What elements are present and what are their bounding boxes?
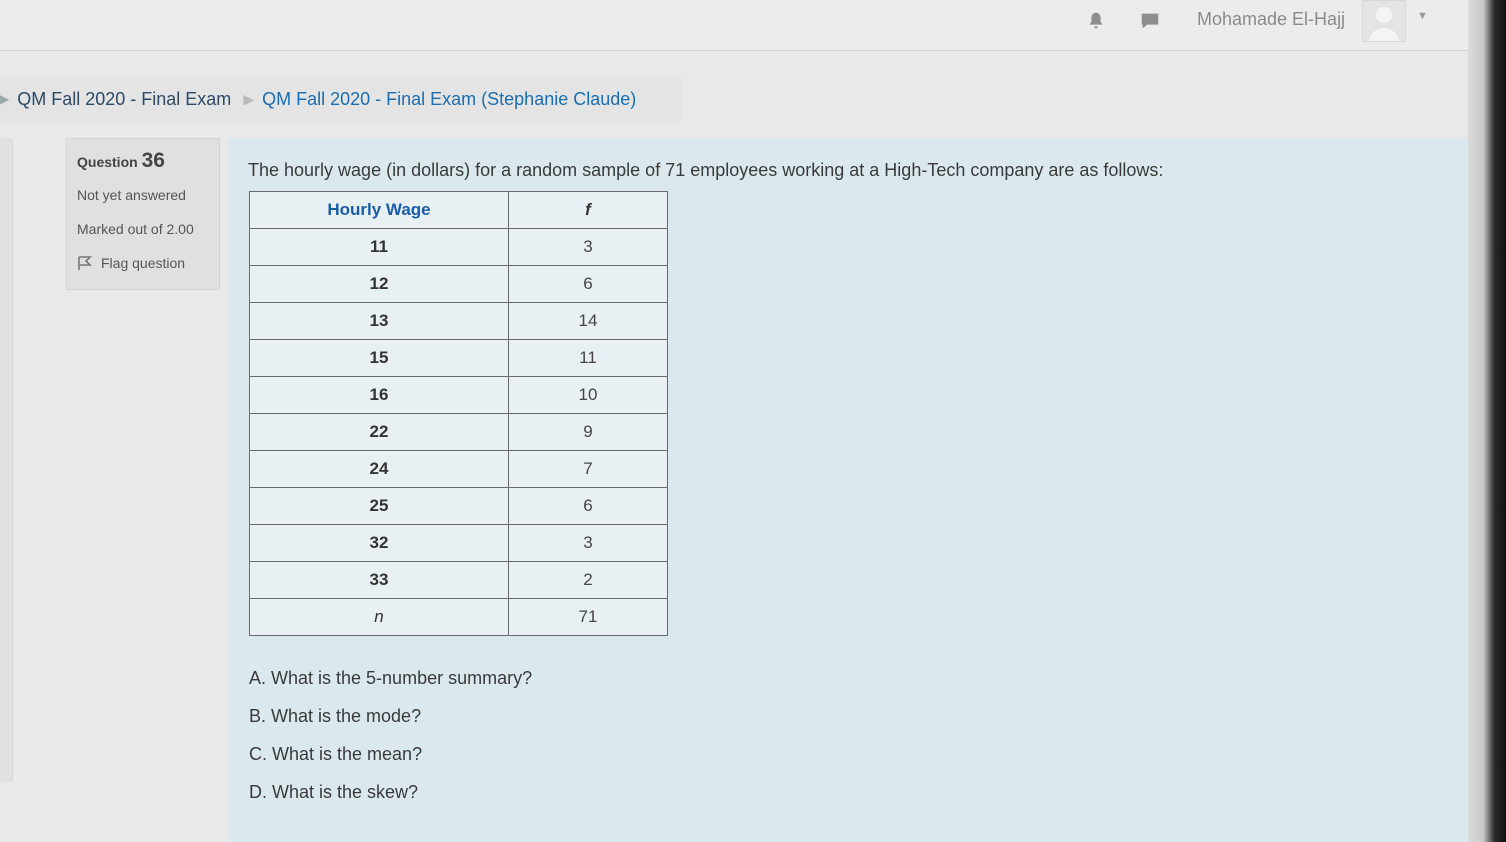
frequency-cell: 6	[509, 488, 668, 525]
frequency-cell: 3	[509, 229, 668, 266]
table-row	[250, 562, 668, 599]
frequency-cell: 10	[509, 377, 668, 414]
wage-cell: 24	[250, 451, 509, 488]
table-row	[250, 488, 668, 525]
frequency-cell: 6	[509, 266, 668, 303]
frequency-cell: 7	[509, 451, 668, 488]
table-header-row	[250, 192, 668, 229]
wage-cell: 11	[250, 229, 509, 266]
wage-cell: 12	[250, 266, 509, 303]
top-navbar	[0, 0, 1468, 51]
subquestion-a: A. What is the 5-number summary?	[249, 668, 533, 688]
caret-down-icon[interactable]: ▼	[1417, 10, 1428, 22]
table-row	[250, 451, 668, 488]
breadcrumb	[0, 77, 682, 121]
question-number	[77, 149, 209, 173]
wage-cell: 22	[250, 414, 509, 451]
flag-question-link[interactable]	[77, 255, 209, 271]
question-label: Question	[77, 154, 138, 170]
flag-question-label[interactable]: Flag question	[101, 255, 186, 271]
table-total-row	[250, 599, 668, 636]
frequency-cell: 11	[509, 340, 668, 377]
breadcrumb-arrow-icon: ▶	[0, 92, 10, 106]
table-row	[250, 414, 668, 451]
subquestion-b: B. What is the mode?	[249, 706, 422, 726]
bell-icon[interactable]	[1085, 10, 1107, 32]
question-state: Not yet answered	[77, 187, 186, 203]
wage-cell: 33	[250, 562, 509, 599]
question-number-value: 36	[141, 149, 165, 172]
table-row	[250, 303, 668, 340]
frequency-cell: 9	[509, 414, 668, 451]
question-grade: Marked out of 2.00	[77, 221, 194, 237]
breadcrumb-separator-icon: ▶	[243, 90, 255, 107]
wage-cell: 25	[250, 488, 509, 525]
wage-cell: 16	[250, 377, 509, 414]
table-row	[250, 340, 668, 377]
left-sidebar-rail	[0, 138, 13, 782]
subquestion-d: D. What is the skew?	[249, 782, 419, 802]
total-value-cell: 71	[509, 599, 668, 636]
table-row	[250, 266, 668, 303]
question-content	[228, 138, 1468, 842]
wage-cell: 32	[250, 525, 509, 562]
question-info-box	[66, 138, 220, 290]
screen-edge	[1468, 0, 1506, 842]
wage-cell: 13	[250, 303, 509, 340]
breadcrumb-exam-link[interactable]: QM Fall 2020 - Final Exam (Stephanie Claude)	[262, 88, 637, 109]
user-name[interactable]: Mohamade El-Hajj	[1197, 9, 1346, 29]
frequency-cell: 2	[509, 562, 668, 599]
table-row	[250, 525, 668, 562]
wage-cell: 15	[250, 340, 509, 377]
frequency-cell: 14	[509, 303, 668, 340]
column-header-hourly-wage: Hourly Wage	[250, 192, 509, 229]
question-text: The hourly wage (in dollars) for a random sample of 71 employees working at a High-Tech company are as follows:	[248, 160, 1164, 180]
table-row	[250, 229, 668, 266]
frequency-table	[249, 191, 668, 636]
flag-icon	[77, 255, 93, 271]
table-row	[250, 377, 668, 414]
total-label-cell: n	[250, 599, 509, 636]
frequency-cell: 3	[509, 525, 668, 562]
message-icon[interactable]	[1139, 10, 1161, 32]
avatar[interactable]	[1362, 0, 1406, 42]
breadcrumb-course-link[interactable]: QM Fall 2020 - Final Exam	[17, 88, 232, 109]
subquestion-c: C. What is the mean?	[249, 744, 423, 764]
column-header-frequency: f	[509, 192, 668, 229]
